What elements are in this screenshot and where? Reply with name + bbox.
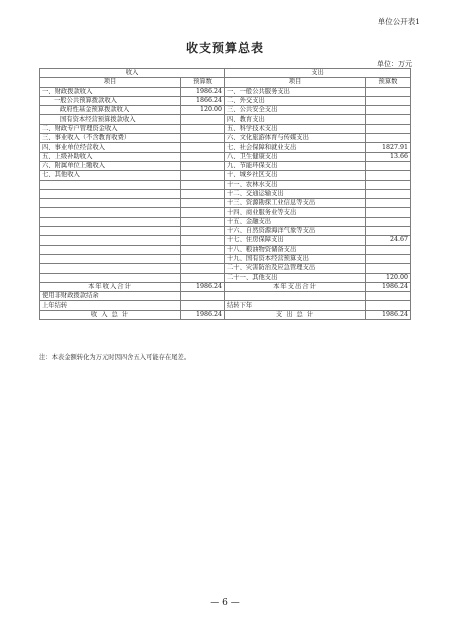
unit-label: 单位：万元: [377, 60, 412, 68]
expense-budget-cell: [366, 96, 411, 105]
income-header: 收入: [40, 69, 225, 78]
expense-budget-cell: [366, 189, 411, 198]
income-item-cell: 一般公共预算拨款收入: [40, 96, 181, 105]
table-header-row: [40, 69, 411, 78]
income-item-cell: [40, 245, 181, 254]
expense-item-cell: 十二、交通运输支出: [225, 189, 366, 198]
table-row: [40, 152, 411, 161]
income-budget-cell: 1866.24: [181, 96, 225, 105]
income-item-cell: [40, 264, 181, 273]
income-budget-cell: [181, 143, 225, 152]
income-item-cell: 二、财政专户管理资金收入: [40, 124, 181, 133]
table-row: [40, 161, 411, 170]
expense-budget-cell: [366, 180, 411, 189]
income-budget-cell: [181, 124, 225, 133]
table-row: [40, 180, 411, 189]
expense-item-cell: 五、科学技术支出: [225, 124, 366, 133]
year-income-total-value: 1986.24: [181, 282, 225, 291]
income-budget-cell: [181, 217, 225, 226]
expense-item-cell: 十六、自然资源海洋气象等支出: [225, 227, 366, 236]
expense-budget-cell: [366, 161, 411, 170]
income-budget-cell: 120.00: [181, 106, 225, 115]
grand-total-row: [40, 310, 411, 319]
income-budget-cell: 1986.24: [181, 87, 225, 96]
empty-cell: [225, 292, 366, 301]
table-row: [40, 115, 411, 124]
income-budget-cell: [181, 134, 225, 143]
expense-item-cell: 十一、农林水支出: [225, 180, 366, 189]
income-budget-cell: [181, 189, 225, 198]
income-budget-cell: [181, 208, 225, 217]
income-budget-cell: [181, 245, 225, 254]
income-grand-total-label: 收 入 总 计: [40, 310, 181, 319]
expense-grand-total-value: 1986.24: [366, 310, 411, 319]
table-row: [40, 227, 411, 236]
expense-budget-cell: [366, 87, 411, 96]
table-row: [40, 254, 411, 263]
income-item-header: 项目: [40, 78, 181, 87]
income-item-cell: [40, 273, 181, 282]
carryover-row: [40, 301, 411, 310]
expense-item-cell: 二、外交支出: [225, 96, 366, 105]
income-item-cell: 一、财政拨款收入: [40, 87, 181, 96]
income-item-cell: 三、事业收入（不含教育收费）: [40, 134, 181, 143]
table-row: [40, 264, 411, 273]
income-item-cell: [40, 227, 181, 236]
table-row: [40, 245, 411, 254]
year-expense-total-value: 1986.24: [366, 282, 411, 291]
expense-budget-cell: [366, 106, 411, 115]
income-budget-cell: [181, 171, 225, 180]
last-year-carryover-value: [181, 301, 225, 310]
income-budget-cell: [181, 273, 225, 282]
table-row: [40, 199, 411, 208]
table-row: [40, 236, 411, 245]
income-item-cell: [40, 208, 181, 217]
table-row: [40, 273, 411, 282]
expense-item-cell: 二十一、其他支出: [225, 273, 366, 282]
year-expense-total-label: 本年支出合计: [225, 282, 366, 291]
expense-item-cell: 十四、商业服务业等支出: [225, 208, 366, 217]
non-fiscal-balance-label: 使用非财政拨款结余: [40, 292, 181, 301]
expense-item-cell: 一、一般公共服务支出: [225, 87, 366, 96]
expense-budget-cell: [366, 254, 411, 263]
expense-item-cell: 十五、金融支出: [225, 217, 366, 226]
income-item-cell: [40, 199, 181, 208]
table-row: [40, 106, 411, 115]
income-item-cell: 政府性基金预算拨款收入: [40, 106, 181, 115]
expense-budget-cell: [366, 217, 411, 226]
expense-item-cell: 十九、国有资本经营预算支出: [225, 254, 366, 263]
expense-budget-cell: [366, 171, 411, 180]
expense-budget-cell: [366, 227, 411, 236]
expense-grand-total-label: 支 出 总 计: [225, 310, 366, 319]
page-title: 收支预算总表: [185, 41, 264, 55]
table-row: [40, 171, 411, 180]
expense-budget-header: 预算数: [366, 78, 411, 87]
expense-item-cell: 十八、粮油物资储备支出: [225, 245, 366, 254]
income-item-cell: 国有资本经营预算拨款收入: [40, 115, 181, 124]
income-item-cell: 五、上级补助收入: [40, 152, 181, 161]
expense-budget-cell: [366, 245, 411, 254]
expense-item-cell: 十七、住房保障支出: [225, 236, 366, 245]
income-budget-cell: [181, 227, 225, 236]
expense-item-cell: 三、公共安全支出: [225, 106, 366, 115]
income-item-cell: [40, 236, 181, 245]
form-code-label: 单位公开表1: [377, 17, 420, 26]
non-fiscal-row: [40, 292, 411, 301]
expense-item-cell: 七、社会保障和就业支出: [225, 143, 366, 152]
page-number: — 6 —: [210, 598, 240, 608]
income-budget-cell: [181, 115, 225, 124]
expense-budget-cell: [366, 264, 411, 273]
income-budget-cell: [181, 161, 225, 170]
footnote: 注：本表金额转化为万元时因四舍五入可能存在尾差。: [39, 354, 191, 361]
income-item-cell: 七、其他收入: [40, 171, 181, 180]
expense-header: 支出: [225, 69, 411, 78]
expense-item-cell: 十、城乡社区支出: [225, 171, 366, 180]
expense-item-cell: 十三、资源勘探工业信息等支出: [225, 199, 366, 208]
expense-budget-cell: [366, 124, 411, 133]
income-budget-cell: [181, 236, 225, 245]
expense-budget-cell: [366, 208, 411, 217]
expense-item-cell: 二十、灾害防治及应急管理支出: [225, 264, 366, 273]
empty-cell: [366, 292, 411, 301]
year-income-total-label: 本年收入合计: [40, 282, 181, 291]
expense-item-cell: 八、卫生健康支出: [225, 152, 366, 161]
income-item-cell: 六、附属单位上缴收入: [40, 161, 181, 170]
income-grand-total-value: 1986.24: [181, 310, 225, 319]
expense-budget-cell: [366, 115, 411, 124]
expense-item-cell: 六、文化旅游体育与传媒支出: [225, 134, 366, 143]
budget-table: [39, 68, 411, 320]
income-item-cell: [40, 189, 181, 198]
expense-budget-cell: 24.67: [366, 236, 411, 245]
income-budget-cell: [181, 180, 225, 189]
income-budget-header: 预算数: [181, 78, 225, 87]
table-row: [40, 124, 411, 133]
income-budget-cell: [181, 264, 225, 273]
table-row: [40, 217, 411, 226]
income-item-cell: 四、事业单位经营收入: [40, 143, 181, 152]
carry-next-year-value: [366, 301, 411, 310]
expense-item-cell: 四、教育支出: [225, 115, 366, 124]
income-budget-cell: [181, 199, 225, 208]
expense-budget-cell: 13.66: [366, 152, 411, 161]
income-item-cell: [40, 180, 181, 189]
income-budget-cell: [181, 152, 225, 161]
expense-budget-cell: 1827.91: [366, 143, 411, 152]
expense-item-cell: 九、节能环保支出: [225, 161, 366, 170]
table-row: [40, 87, 411, 96]
expense-budget-cell: [366, 199, 411, 208]
carry-next-year-label: 结转下年: [225, 301, 366, 310]
income-item-cell: [40, 217, 181, 226]
expense-item-header: 项目: [225, 78, 366, 87]
income-budget-cell: [181, 254, 225, 263]
expense-budget-cell: [366, 134, 411, 143]
expense-budget-cell: 120.00: [366, 273, 411, 282]
table-row: [40, 143, 411, 152]
table-subheader-row: [40, 78, 411, 87]
year-total-row: [40, 282, 411, 291]
table-row: [40, 208, 411, 217]
table-row: [40, 134, 411, 143]
table-row: [40, 189, 411, 198]
last-year-carryover-label: 上年结转: [40, 301, 181, 310]
non-fiscal-balance-value: [181, 292, 225, 301]
income-item-cell: [40, 254, 181, 263]
table-row: [40, 96, 411, 105]
